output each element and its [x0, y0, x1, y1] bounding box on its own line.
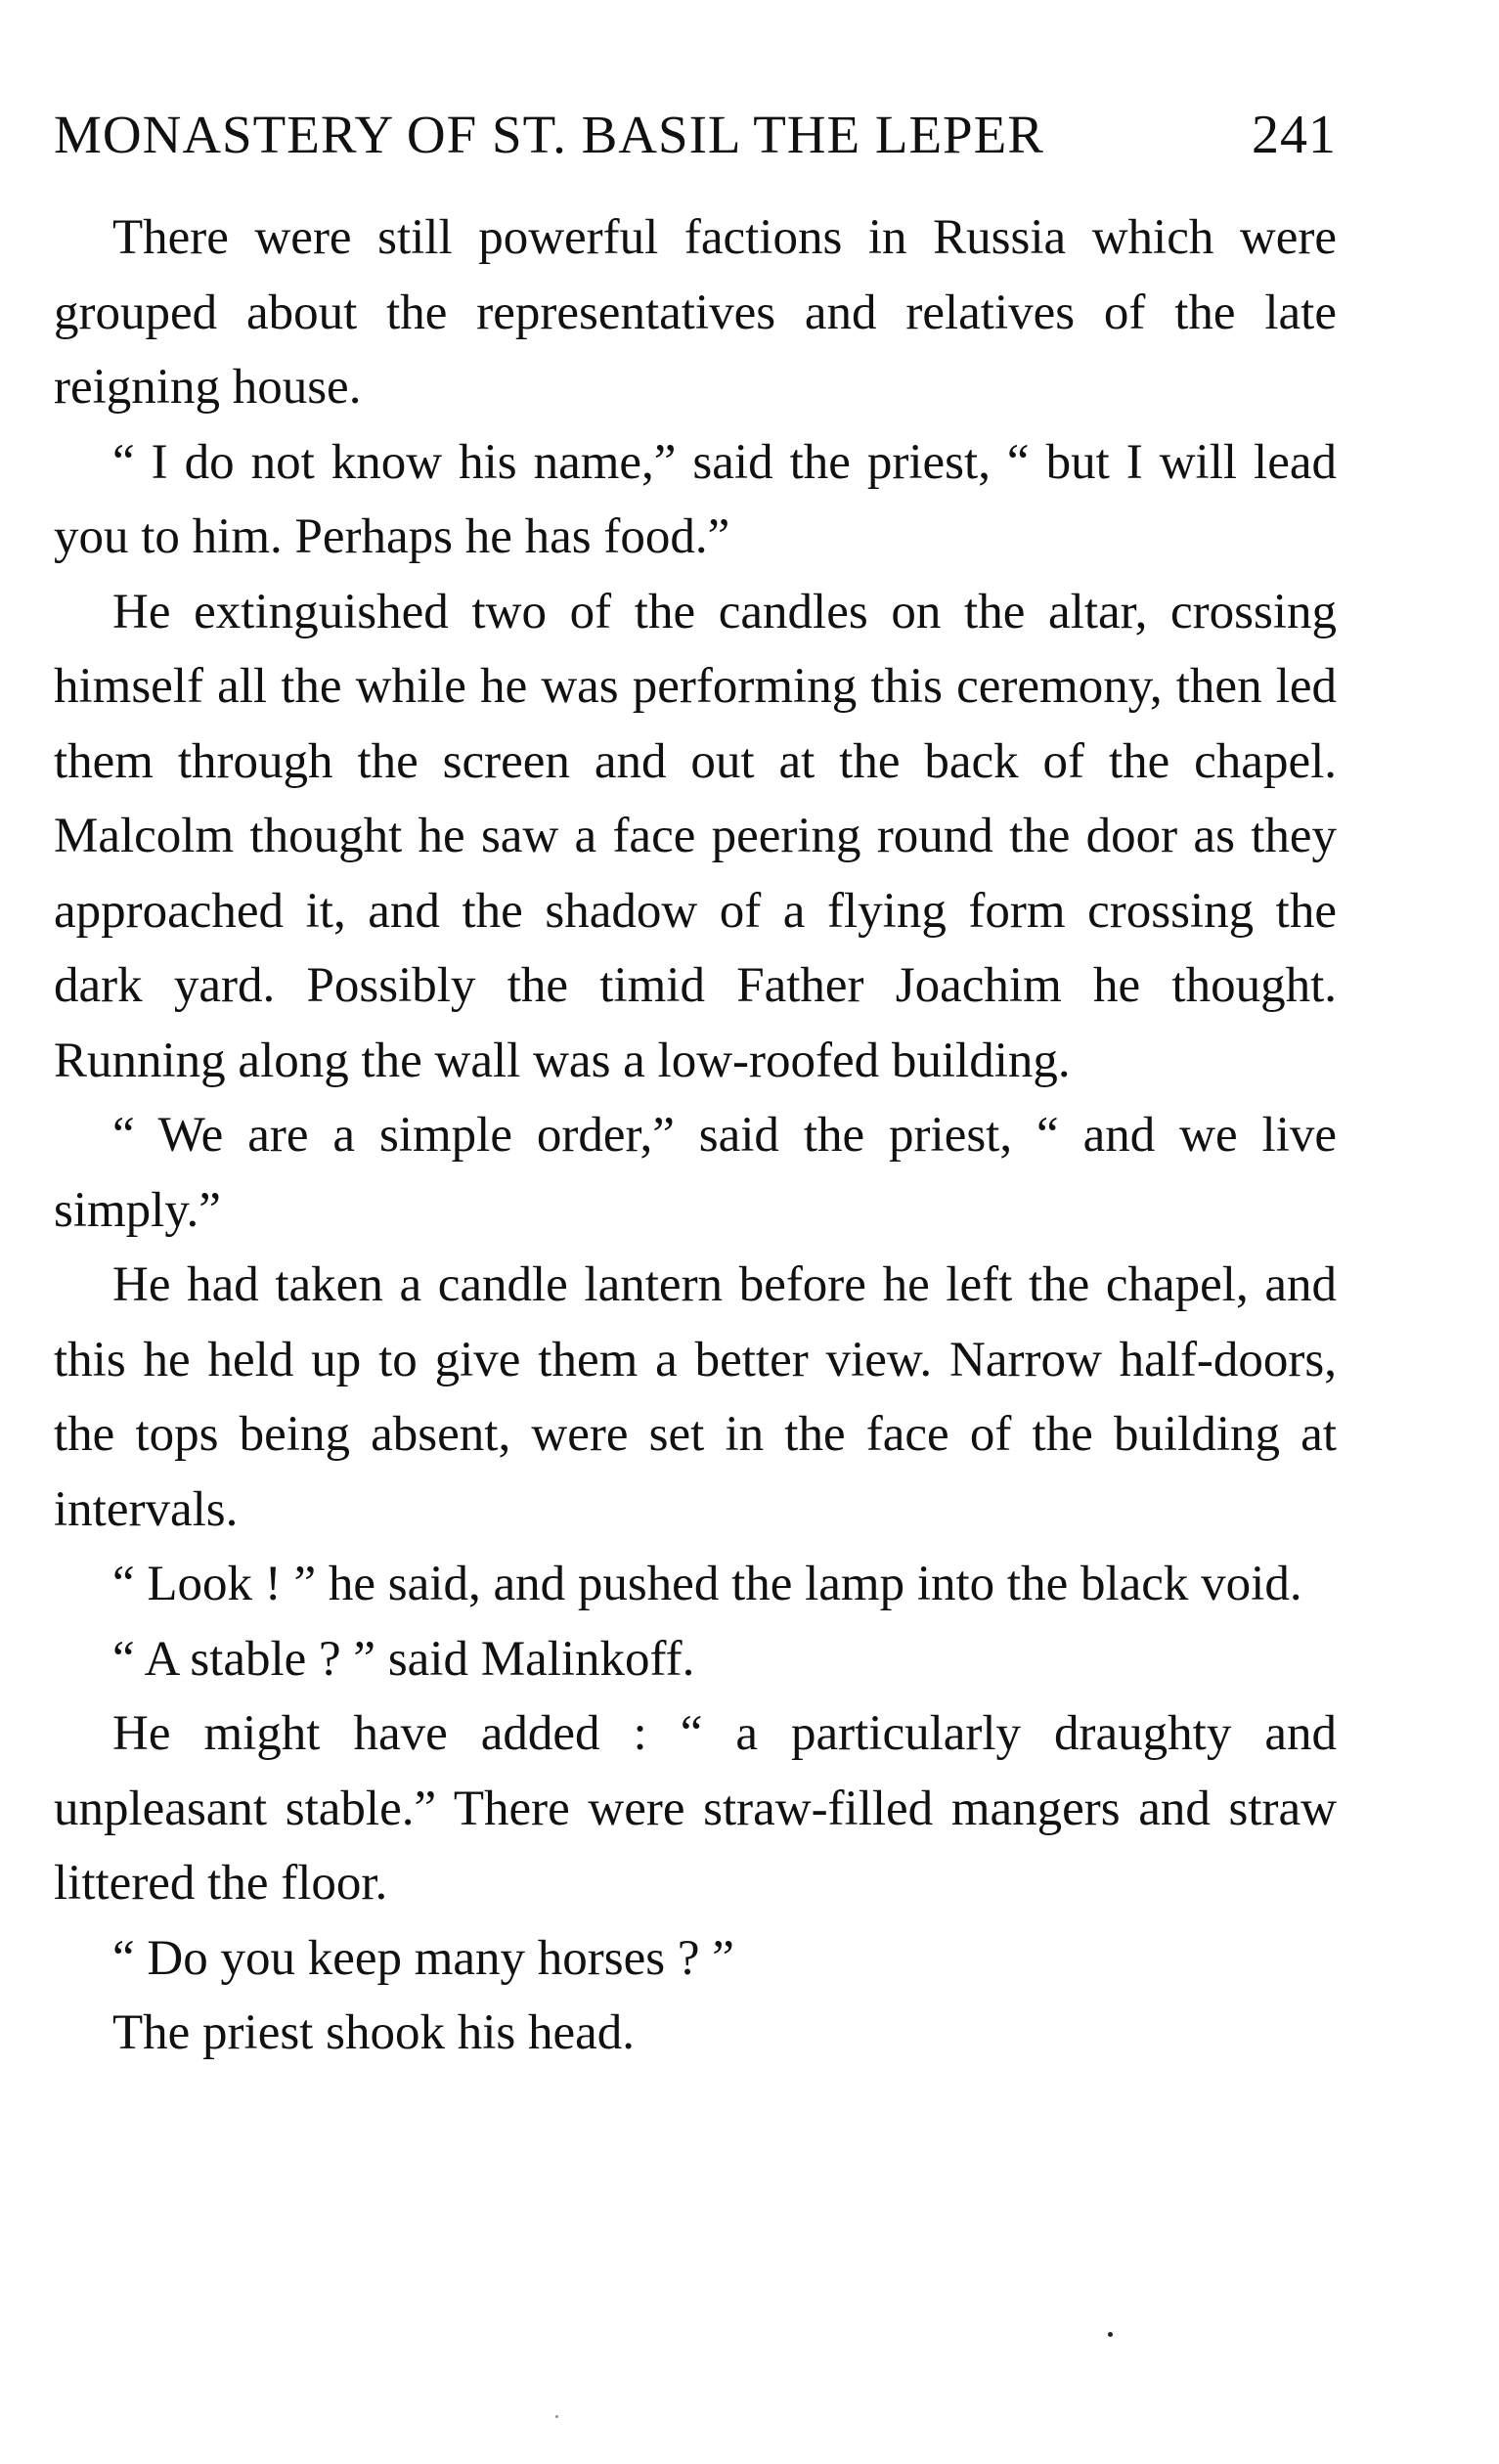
paragraph: “ Do you keep many horses ? ”	[112, 1930, 734, 1986]
ink-speck	[1108, 2332, 1113, 2337]
paragraph: He might have added : “ a particularly draughty and unpleasant stable.” There were straw-filled mangers and straw littered the floor.	[54, 1706, 1337, 1911]
paragraph: He had taken a candle lantern before he left the chapel, and this he held up to give them a better view. Narrow half-doors, the tops being absent, were set in the face of the building at intervals.	[54, 1257, 1337, 1537]
running-title: MONASTERY OF ST. BASIL THE LEPER	[54, 105, 1044, 164]
paragraph: “ A stable ? ” said Malinkoff.	[112, 1631, 695, 1687]
running-head	[54, 96, 1337, 174]
paragraph: “ We are a simple order,” said the priest, “ and we live simply.”	[54, 1108, 1337, 1238]
paragraph: “ Look ! ” he said, and pushed the lamp into the black void.	[112, 1557, 1302, 1611]
paragraph: There were still powerful factions in Russia which were grouped about the representatives and relatives of the late reigning house.	[54, 210, 1337, 415]
paragraph: “ I do not know his name,” said the priest, “ but I will lead you to him. Perhaps he has food.”	[54, 434, 1337, 564]
paragraph: The priest shook his head.	[112, 2005, 635, 2060]
page-number: 241	[1252, 105, 1337, 165]
ink-speck	[555, 2415, 558, 2418]
body-text	[54, 200, 1337, 2071]
paragraph: He extinguished two of the candles on the altar, crossing himself all the while he was performing this ceremony, then led them through the screen and out at the back of the chapel. Malcolm thought he saw a face peering round the door as they approached it, and the shadow of a flying form crossing the dark yard. Possibly the timid Father Joachim he thought. Running along the wall was a low-roofed building.	[54, 584, 1337, 1088]
